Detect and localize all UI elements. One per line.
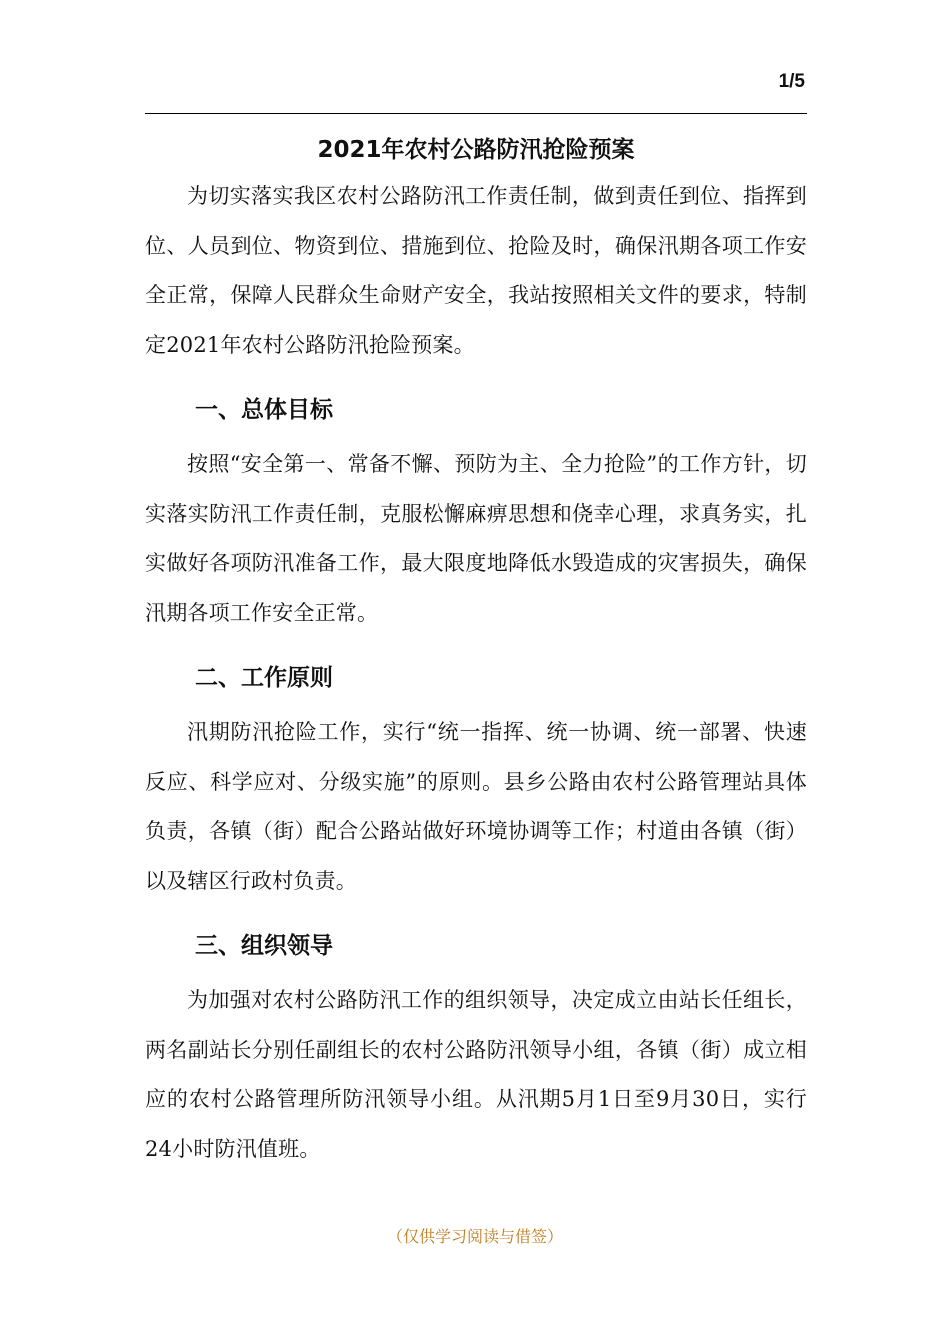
footer-note: （仅供学习阅读与借签）: [386, 1227, 563, 1246]
section-body-leadership: 为加强对农村公路防汛工作的组织领导，决定成立由站长任组长，两名副站长分别任副组长的农村公路防汛领导小组，各镇（街）成立相应的农村公路管理所防汛领导小组。从汛期5月1日至9月30日，实行24小时防汛值班。: [145, 988, 807, 1161]
intro-paragraph: 为切实落实我区农村公路防汛工作责任制，做到责任到位、指挥到位、人员到位、物资到位、措施到位、抢险及时，确保汛期各项工作安全正常，保障人民群众生命财产安全，我站按照相关文件的要求，特制定2021年农村公路防汛抢险预案。: [145, 184, 807, 357]
section-heading-leadership: 三、组织领导: [195, 933, 333, 959]
header-divider: [145, 113, 807, 114]
section-body-principles: 汛期防汛抢险工作，实行“统一指挥、统一协调、统一部署、快速反应、科学应对、分级实施”的原则。县乡公路由农村公路管理站具体负责，各镇（街）配合公路站做好环境协调等工作；村道由各镇（街）以及辖区行政村负责。: [145, 720, 807, 893]
section-heading-principles: 二、工作原则: [195, 665, 333, 691]
section-body-goals: 按照“安全第一、常备不懈、预防为主、全力抢险”的工作方针，切实落实防汛工作责任制，克服松懈麻痹思想和侥幸心理，求真务实，扎实做好各项防汛准备工作，最大限度地降低水毁造成的灾害损失，确保汛期各项工作安全正常。: [145, 452, 807, 625]
document-title: 2021年农村公路防汛抢险预案: [317, 137, 635, 163]
page-number: 1/5: [778, 71, 805, 92]
document-body: [145, 128, 807, 1174]
section-heading-goals: 一、总体目标: [195, 397, 333, 423]
